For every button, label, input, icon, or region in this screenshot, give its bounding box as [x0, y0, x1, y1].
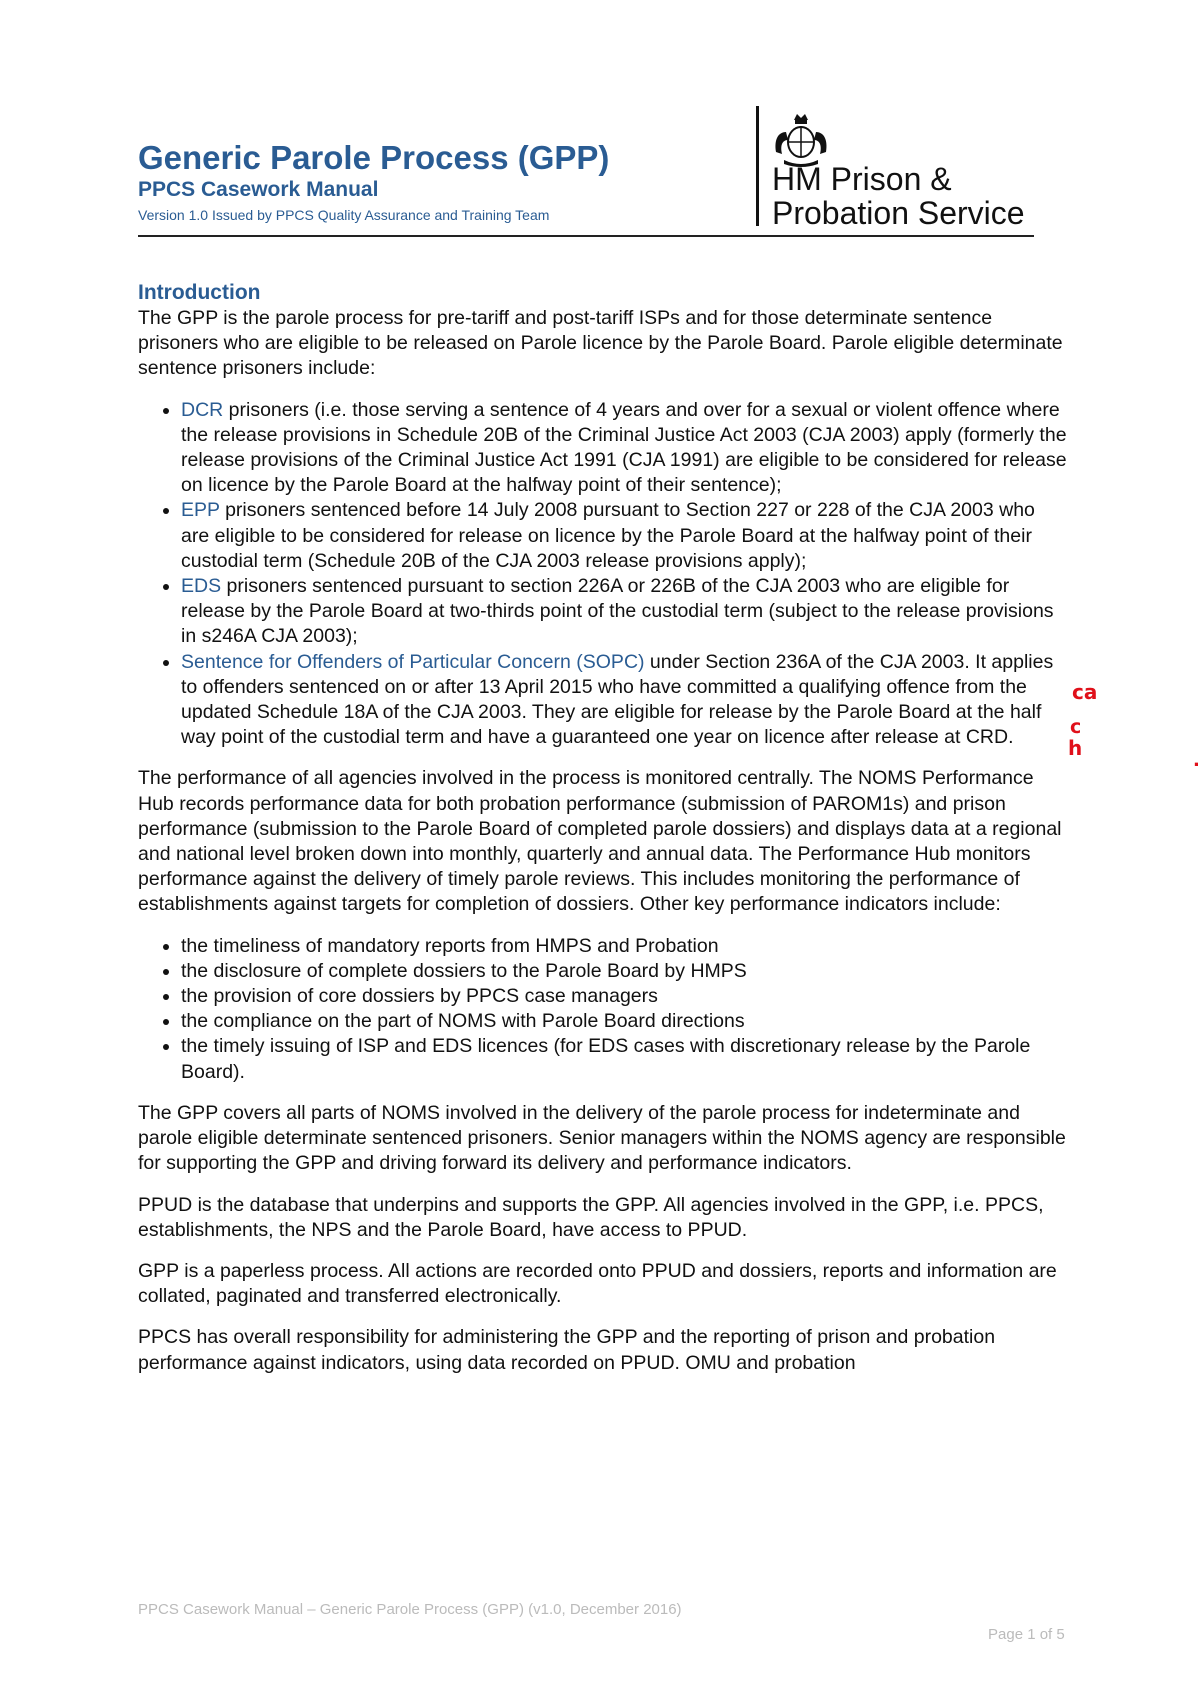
performance-indicator-list	[138, 934, 1068, 1085]
term-dcr: DCR	[181, 398, 224, 421]
intro-heading: Introduction	[138, 281, 261, 304]
list-item: • the timeliness of mandatory reports from HMPS and Probation	[181, 934, 1068, 959]
list-item: • the provision of core dossiers by PPCS case managers	[181, 984, 1068, 1009]
paperless-paragraph: GPP is a paperless process. All actions are recorded onto PPUD and dossiers, reports and information are collated, paginated and transferred electronically.	[138, 1259, 1057, 1308]
list-item: • the disclosure of complete dossiers to the Parole Board by HMPS	[181, 959, 1068, 984]
version-line: Version 1.0 Issued by PPCS Quality Assurance and Training Team	[138, 207, 550, 223]
handwritten-annotation: ca	[1072, 680, 1098, 704]
list-item-text: under Section 236A of the CJA 2003. It applies to offenders sentenced on or after 13 April 2015 who have committed a qualifying offence from the updated Schedule 18A of the CJA 2003. They are eligible for release by the Parole Board at the half way point of the custodial term and have a guaranteed one year on licence after release at CRD.	[181, 650, 1054, 749]
handwritten-annotation: h	[1068, 736, 1083, 760]
logo-text-line2: Probation Service	[772, 195, 1025, 231]
ppud-paragraph: PPUD is the database that underpins and supports the GPP. All agencies involved in the GPP, i.e. PPCS, establishments, the NPS and the Parole Board, have access to PPUD.	[138, 1193, 1044, 1241]
hmpps-logo	[756, 106, 1046, 230]
document-subtitle: PPCS Casework Manual	[138, 178, 379, 201]
list-item: • the compliance on the part of NOMS with Parole Board directions	[181, 1009, 1068, 1034]
list-item	[181, 498, 1068, 574]
term-sopc: Sentence for Offenders of Particular Concern (SOPC)	[181, 650, 645, 673]
responsibility-paragraph: PPCS has overall responsibility for administering the GPP and the reporting of prison and probation performance against indicators, using data recorded on PPUD. OMU and probation	[138, 1326, 996, 1374]
list-item	[181, 398, 1068, 499]
term-eds: EDS	[181, 575, 222, 598]
prisoner-category-list	[138, 398, 1068, 751]
intro-paragraph: The GPP is the parole process for pre-tariff and post-tariff ISPs and for those determinate sentence prisoners who are eligible to be released on Parole licence by the Parole Board. Parole eligible determinate sentence prisoners include:	[138, 307, 1063, 380]
handwritten-annotation: .	[1193, 750, 1200, 771]
page-number: Page 1 of 5	[988, 1626, 1065, 1643]
list-item	[181, 650, 1068, 751]
document-title: Generic Parole Process (GPP)	[138, 139, 610, 176]
list-item: • the timely issuing of ISP and EDS licences (for EDS cases with discretionary release by the Parole Board).	[181, 1034, 1068, 1084]
list-item-text: prisoners sentenced before 14 July 2008 pursuant to Section 227 or 228 of the CJA 2003 who are eligible to be considered for release on licence by the Parole Board at the halfway point of their custodial term (Schedule 20B of the CJA 2003 release provisions apply);	[181, 499, 1035, 572]
term-epp: EPP	[181, 499, 220, 522]
logo-divider	[756, 106, 759, 226]
performance-paragraph: The performance of all agencies involved in the process is monitored centrally. The NOMS Performance Hub records performance data for both probation performance (submission of PAROM1s) and prison performance (submission to the Parole Board of completed parole dossiers) and displays data at a regional and national level broken down into monthly, quarterly and annual data. The Performance Hub monitors performance against the delivery of timely parole reviews. This includes monitoring the performance of establishments against targets for completion of dossiers. Other key performance indicators include:	[138, 767, 1062, 916]
list-item	[181, 574, 1068, 650]
footer-text: PPCS Casework Manual – Generic Parole Process (GPP) (v1.0, December 2016)	[138, 1601, 682, 1618]
handwritten-annotation: c	[1070, 716, 1082, 738]
logo-text-line1: HM Prison &	[772, 161, 952, 197]
header-rule	[138, 235, 1034, 237]
royal-crest-icon	[770, 110, 832, 168]
list-item-text: prisoners (i.e. those serving a sentence of 4 years and over for a sexual or violent offence where the release provisions in Schedule 20B of the Criminal Justice Act 2003 (CJA 2003) apply (formerly the release provisions of the Criminal Justice Act 1991 (CJA 1991) are eligible to be considered for release on licence by the Parole Board at the halfway point of their sentence);	[181, 398, 1067, 497]
document-body	[138, 280, 1068, 1392]
gpp-coverage-paragraph: The GPP covers all parts of NOMS involved in the delivery of the parole process for indeterminate and parole eligible determinate sentenced prisoners. Senior managers within the NOMS agency are responsible for supporting the GPP and driving forward its delivery and performance indicators.	[138, 1101, 1066, 1175]
list-item-text: prisoners sentenced pursuant to section 226A or 226B of the CJA 2003 who are eligible for release by the Parole Board at two-thirds point of the custodial term (subject to the release provisions in s246A CJA 2003);	[181, 575, 1054, 648]
